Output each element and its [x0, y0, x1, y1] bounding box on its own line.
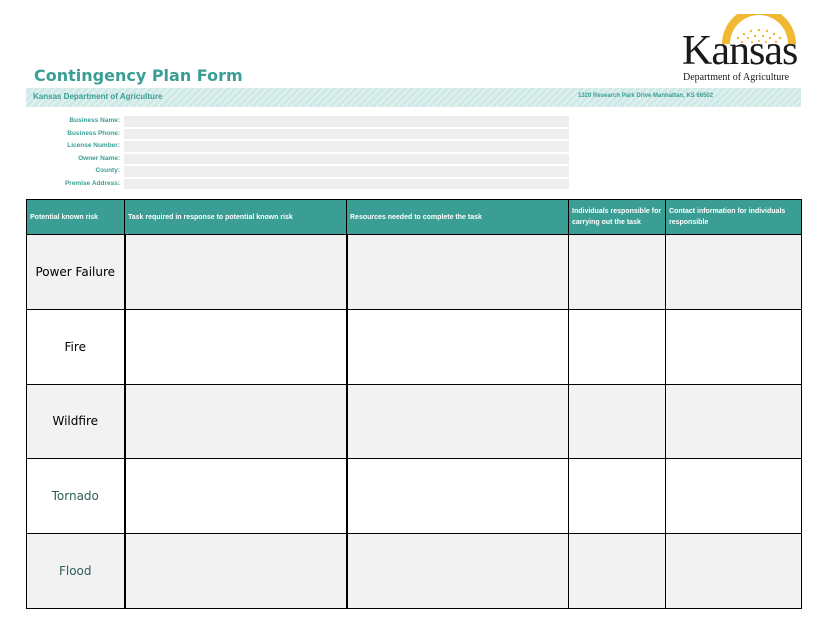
- contact-cell[interactable]: [666, 459, 802, 534]
- county-field[interactable]: [124, 166, 569, 177]
- task-cell[interactable]: [125, 459, 347, 534]
- individuals-cell[interactable]: [569, 459, 666, 534]
- individuals-cell[interactable]: [569, 384, 666, 459]
- business-name-field[interactable]: [124, 116, 569, 127]
- contact-cell[interactable]: [666, 235, 802, 310]
- kansas-logo: [680, 14, 800, 89]
- resources-cell[interactable]: [347, 534, 569, 609]
- premise-address-label: Premise Address:: [64, 179, 120, 187]
- business-info-fields: [40, 116, 570, 192]
- contact-cell[interactable]: [666, 309, 802, 384]
- task-cell[interactable]: [125, 309, 347, 384]
- owner-name-field[interactable]: [124, 154, 569, 165]
- logo-department: Department of Agriculture: [683, 72, 790, 83]
- table-row-flood: [27, 534, 802, 609]
- field-row-owner-name: [40, 154, 570, 167]
- risk-label: Wildfire: [27, 384, 125, 459]
- risk-label: Flood: [27, 534, 125, 609]
- task-cell[interactable]: [125, 384, 347, 459]
- table-row-power-failure: [27, 235, 802, 310]
- contingency-plan-table: [26, 199, 802, 609]
- premise-address-field[interactable]: [124, 179, 569, 190]
- field-row-county: [40, 166, 570, 179]
- contact-cell[interactable]: [666, 384, 802, 459]
- individuals-cell[interactable]: [569, 235, 666, 310]
- individuals-cell[interactable]: [569, 309, 666, 384]
- column-header-individuals: Individuals responsible for carrying out the task: [569, 200, 666, 235]
- field-row-business-phone: [40, 129, 570, 142]
- risk-label: Fire: [27, 309, 125, 384]
- column-header-contact: Contact information for individuals responsible: [666, 200, 802, 235]
- business-name-label: Business Name:: [69, 117, 120, 124]
- risk-label: Power Failure: [27, 235, 125, 310]
- header-band: [26, 88, 801, 107]
- risk-label: Tornado: [27, 459, 125, 534]
- table-row-tornado: [27, 459, 802, 534]
- individuals-cell[interactable]: [569, 534, 666, 609]
- table-header-row: [27, 200, 802, 235]
- task-cell[interactable]: [125, 235, 347, 310]
- field-row-premise-address: [40, 179, 570, 192]
- column-header-task: Task required in response to potential known risk: [125, 200, 347, 235]
- license-number-field[interactable]: [124, 141, 569, 152]
- license-number-label: License Number:: [67, 142, 120, 150]
- owner-name-label: Owner Name:: [78, 154, 120, 162]
- resources-cell[interactable]: [347, 459, 569, 534]
- column-header-risk: Potential known risk: [27, 200, 125, 235]
- business-phone-label: Business Phone:: [67, 129, 120, 137]
- contact-cell[interactable]: [666, 534, 802, 609]
- resources-cell[interactable]: [347, 384, 569, 459]
- organization-name: Kansas Department of Agriculture: [33, 92, 163, 101]
- column-header-resources: Resources needed to complete the task: [347, 200, 569, 235]
- county-label: County:: [95, 167, 120, 175]
- table-row-fire: [27, 309, 802, 384]
- resources-cell[interactable]: [347, 309, 569, 384]
- business-phone-field[interactable]: [124, 129, 569, 140]
- resources-cell[interactable]: [347, 235, 569, 310]
- table-row-wildfire: [27, 384, 802, 459]
- field-row-license-number: [40, 141, 570, 154]
- field-row-business-name: [40, 116, 570, 129]
- organization-address: 1320 Research Park Drive Manhattan, KS 66502: [578, 93, 714, 99]
- logo-wordmark: Kansas: [682, 28, 798, 74]
- task-cell[interactable]: [125, 534, 347, 609]
- form-title: Contingency Plan Form: [34, 66, 243, 85]
